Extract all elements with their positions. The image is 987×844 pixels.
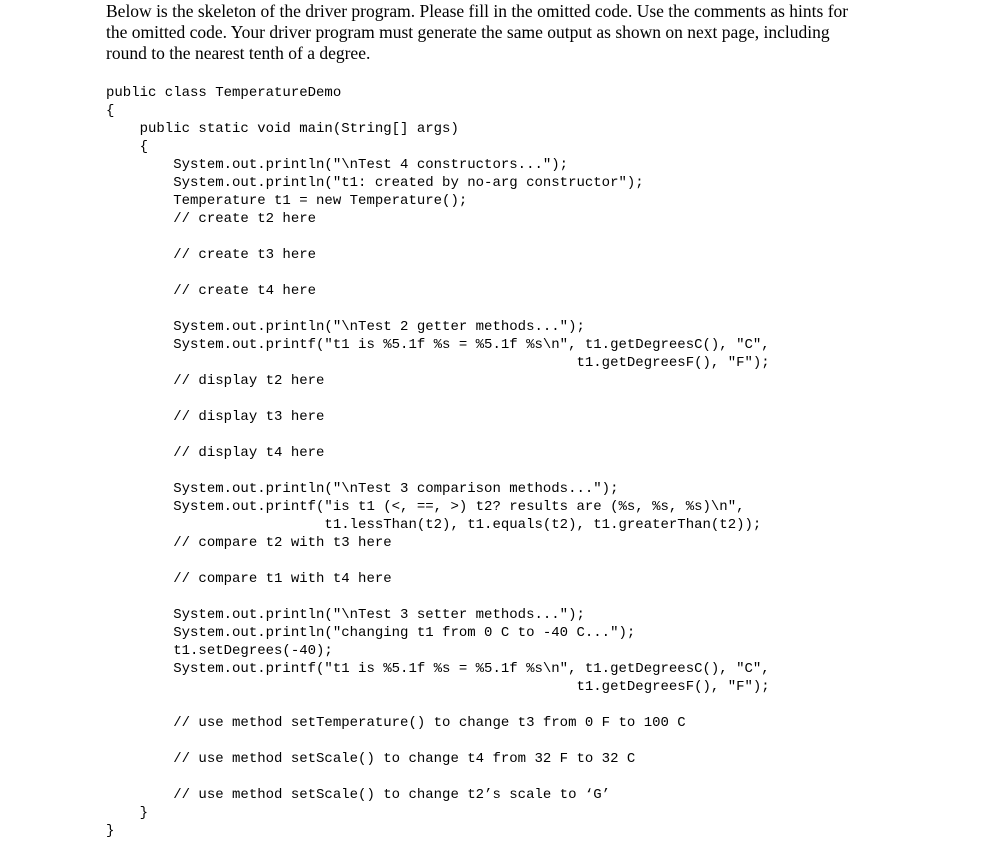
code-line: t1.lessThan(t2), t1.equals(t2), t1.greaterThan(t2)); [106, 517, 762, 533]
code-line: public class TemperatureDemo [106, 85, 342, 101]
code-line: // create t2 here [106, 211, 317, 227]
code-line: System.out.println("t1: created by no-arg constructor"); [106, 175, 644, 191]
instructions-paragraph [106, 1, 906, 64]
code-line: { [106, 103, 115, 119]
code-line [106, 462, 770, 480]
code-line [106, 426, 770, 444]
code-line [106, 552, 770, 570]
code-line: System.out.printf("t1 is %5.1f %s = %5.1f %s\n", t1.getDegreesC(), "C", [106, 661, 770, 677]
code-listing [106, 84, 770, 840]
code-line: // display t2 here [106, 373, 325, 389]
code-line: // use method setScale() to change t2’s scale to ‘G’ [106, 787, 611, 803]
code-line [106, 264, 770, 282]
code-line [106, 732, 770, 750]
instructions-line: Below is the skeleton of the driver program. Please fill in the omitted code. Use the comments as hints for [106, 1, 849, 21]
code-line: System.out.println("changing t1 from 0 C to -40 C..."); [106, 625, 636, 641]
instructions-line: round to the nearest tenth of a degree. [106, 43, 371, 63]
code-line: t1.getDegreesF(), "F"); [106, 355, 770, 371]
code-line: // use method setScale() to change t4 from 32 F to 32 C [106, 751, 636, 767]
code-line: // display t3 here [106, 409, 325, 425]
code-line [106, 228, 770, 246]
code-line [106, 768, 770, 786]
code-line: // use method setTemperature() to change t3 from 0 F to 100 C [106, 715, 686, 731]
code-line: { [106, 139, 149, 155]
code-line: // compare t2 with t3 here [106, 535, 392, 551]
code-line: // display t4 here [106, 445, 325, 461]
code-line: Temperature t1 = new Temperature(); [106, 193, 468, 209]
code-line [106, 588, 770, 606]
code-line: // create t3 here [106, 247, 317, 263]
code-line: System.out.println("\nTest 4 constructors..."); [106, 157, 569, 173]
code-line: // compare t1 with t4 here [106, 571, 392, 587]
code-line [106, 300, 770, 318]
code-line: System.out.println("\nTest 3 setter methods..."); [106, 607, 585, 623]
instructions-line: the omitted code. Your driver program must generate the same output as shown on next page, including [106, 22, 830, 42]
code-line: } [106, 805, 149, 821]
code-line: System.out.println("\nTest 2 getter methods..."); [106, 319, 585, 335]
code-line: t1.setDegrees(-40); [106, 643, 333, 659]
code-line: // create t4 here [106, 283, 317, 299]
code-line: System.out.printf("is t1 (<, ==, >) t2? results are (%s, %s, %s)\n", [106, 499, 745, 515]
code-line: t1.getDegreesF(), "F"); [106, 679, 770, 695]
code-line: System.out.printf("t1 is %5.1f %s = %5.1f %s\n", t1.getDegreesC(), "C", [106, 337, 770, 353]
code-line: } [106, 823, 115, 839]
code-line: public static void main(String[] args) [106, 121, 459, 137]
code-line [106, 390, 770, 408]
code-line [106, 696, 770, 714]
code-line: System.out.println("\nTest 3 comparison methods..."); [106, 481, 619, 497]
